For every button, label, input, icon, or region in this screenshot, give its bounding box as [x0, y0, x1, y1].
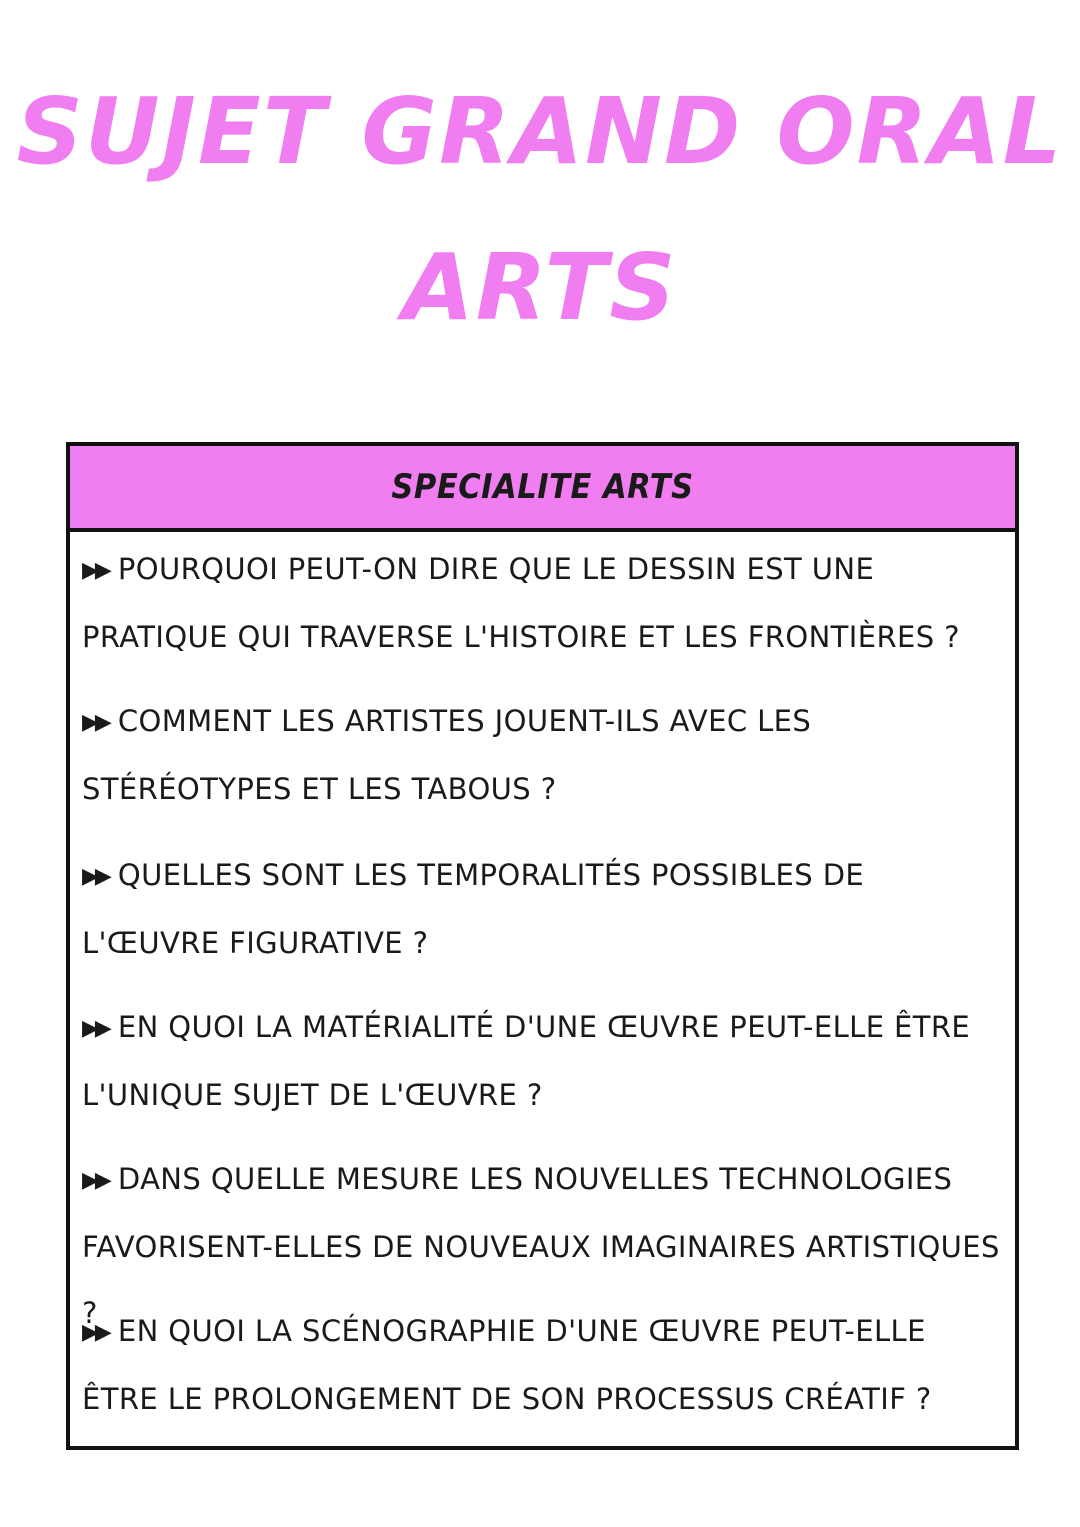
list-item [82, 994, 1007, 1128]
double-chevron-right-icon: ▶▶ [82, 864, 108, 889]
list-item [82, 842, 1007, 976]
double-chevron-right-icon: ▶▶ [82, 558, 108, 583]
question-text: EN QUOI LA SCÉNOGRAPHIE D'UNE ŒUVRE PEUT-ELLE ÊTRE LE PROLONGEMENT DE SON PROCESSUS CRÉATIF ? [82, 1314, 932, 1416]
question-text: POURQUOI PEUT-ON DIRE QUE LE DESSIN EST UNE PRATIQUE QUI TRAVERSE L'HISTOIRE ET LES FRONTIÈRES ? [82, 552, 960, 654]
double-chevron-right-icon: ▶▶ [82, 1320, 108, 1345]
double-chevron-right-icon: ▶▶ [82, 1016, 108, 1041]
card-header: SPECIALITE ARTS [70, 446, 1015, 532]
question-text: EN QUOI LA MATÉRIALITÉ D'UNE ŒUVRE PEUT-ELLE ÊTRE L'UNIQUE SUJET DE L'ŒUVRE ? [82, 1010, 971, 1112]
double-chevron-right-icon: ▶▶ [82, 1168, 108, 1193]
list-item [82, 1298, 1007, 1432]
double-chevron-right-icon: ▶▶ [82, 710, 108, 735]
list-item [82, 536, 1007, 670]
question-text: QUELLES SONT LES TEMPORALITÉS POSSIBLES DE L'ŒUVRE FIGURATIVE ? [82, 858, 865, 960]
list-item [82, 688, 1007, 822]
questions-card [66, 442, 1019, 1450]
question-text: DANS QUELLE MESURE LES NOUVELLES TECHNOLOGIES FAVORISENT-ELLES DE NOUVEAUX IMAGINAIRES ARTISTIQUES ? [82, 1162, 1000, 1330]
question-text: COMMENT LES ARTISTES JOUENT-ILS AVEC LES STÉRÉOTYPES ET LES TABOUS ? [82, 704, 812, 806]
page-title-line-1: SUJET GRAND ORAL [16, 78, 1064, 185]
page-title-line-2: ARTS [402, 234, 678, 341]
